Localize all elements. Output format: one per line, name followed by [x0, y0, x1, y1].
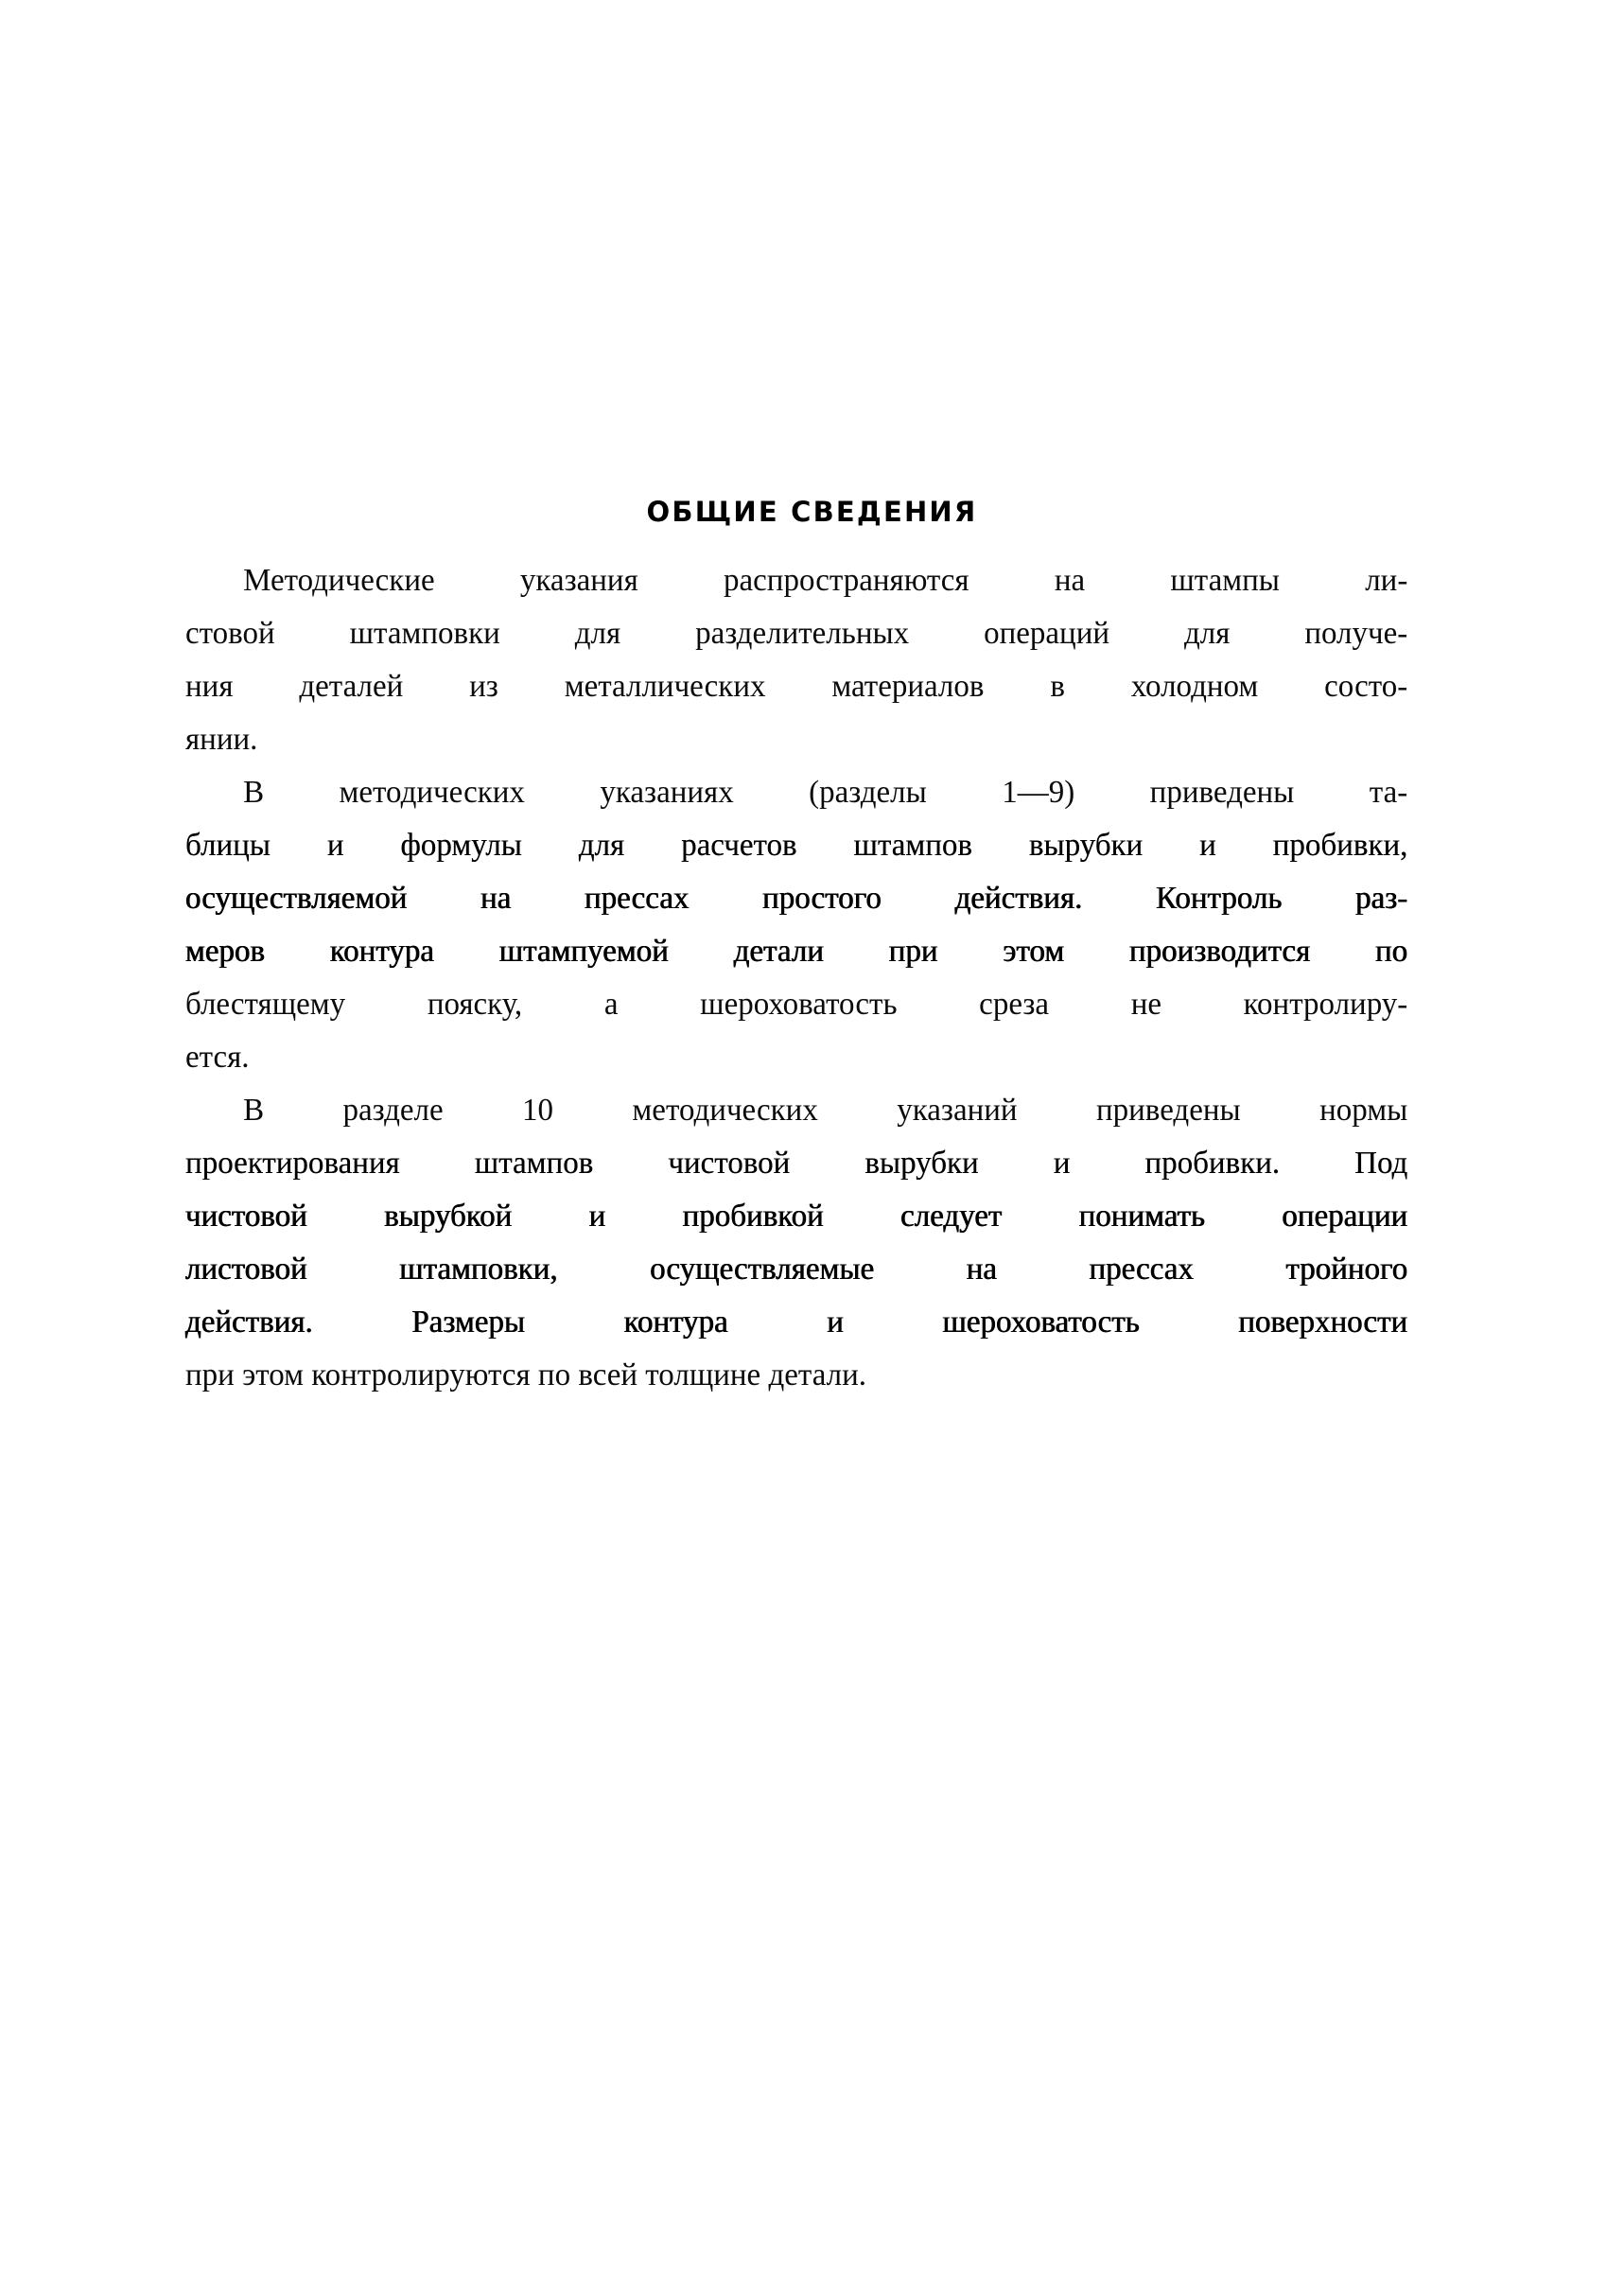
- word: при: [888, 934, 938, 969]
- word: пробивки,: [1272, 828, 1408, 863]
- word: расчетов: [681, 828, 797, 863]
- word: меров: [185, 934, 266, 969]
- word: а: [603, 987, 619, 1022]
- word: чистовой: [668, 1146, 791, 1181]
- word: штамповки,: [399, 1252, 558, 1287]
- word: Под: [1354, 1146, 1408, 1181]
- word: металлических: [564, 669, 766, 704]
- word: чистовой: [185, 1199, 307, 1234]
- word: листовой: [185, 1252, 307, 1287]
- word: для: [574, 616, 621, 651]
- text-line: [185, 1243, 1407, 1296]
- word: на: [480, 881, 512, 916]
- word: детали: [733, 934, 825, 969]
- word: раз-: [1355, 881, 1408, 916]
- word: указаний: [897, 1093, 1018, 1128]
- word: Методические: [243, 563, 435, 598]
- text-line: янии.: [185, 722, 258, 757]
- word: проектирования: [185, 1146, 400, 1181]
- word: на: [1054, 563, 1086, 598]
- word: разделе: [342, 1093, 444, 1128]
- text-line: [185, 1296, 1407, 1349]
- word: вырубкой: [384, 1199, 513, 1234]
- text-line: [185, 872, 1407, 925]
- word: В: [243, 775, 265, 810]
- word: штампы: [1170, 563, 1280, 598]
- word: на: [966, 1252, 998, 1287]
- word: производится: [1128, 934, 1311, 969]
- word: стовой: [185, 616, 275, 651]
- word: шероховатость: [700, 987, 898, 1022]
- body-text-block: [185, 554, 1426, 1402]
- word: этом: [1003, 934, 1065, 969]
- word: и: [1053, 1146, 1071, 1181]
- word: ния: [185, 669, 234, 704]
- text-line: [185, 1137, 1407, 1190]
- word: материалов: [831, 669, 985, 704]
- word: блестящему: [185, 987, 346, 1022]
- text-line: [185, 1084, 1407, 1137]
- word: пробивкой: [682, 1199, 824, 1234]
- word: вырубки: [864, 1146, 979, 1181]
- word: (разделы: [809, 775, 927, 810]
- word: для: [578, 828, 625, 863]
- word: пробивки.: [1144, 1146, 1281, 1181]
- word: распространяются: [723, 563, 969, 598]
- text-line: [185, 978, 1407, 1031]
- word: операций: [984, 616, 1110, 651]
- word: вырубки: [1028, 828, 1144, 863]
- word: нормы: [1319, 1093, 1408, 1128]
- text-line: ется.: [185, 1040, 250, 1075]
- word: блицы: [185, 828, 271, 863]
- word: та-: [1369, 775, 1408, 810]
- word: 10: [522, 1093, 554, 1128]
- paragraph: [185, 554, 1426, 766]
- word: операции: [1282, 1199, 1408, 1234]
- word: и: [326, 828, 344, 863]
- paragraph: [185, 1084, 1426, 1402]
- word: контура: [329, 934, 435, 969]
- word: и: [827, 1305, 844, 1340]
- word: указаниях: [600, 775, 734, 810]
- word: холодном: [1130, 669, 1259, 704]
- text-line: [185, 607, 1407, 660]
- word: 1—9): [1002, 775, 1075, 810]
- word: осуществляемой: [185, 881, 408, 916]
- word: приведены: [1095, 1093, 1241, 1128]
- word: по: [1375, 934, 1408, 969]
- word: деталей: [299, 669, 404, 704]
- page-title: ОБЩИЕ СВЕДЕНИЯ: [646, 496, 978, 529]
- word: В: [243, 1093, 265, 1128]
- word: поверхности: [1238, 1305, 1408, 1340]
- word: Размеры: [411, 1305, 526, 1340]
- word: и: [588, 1199, 606, 1234]
- text-line: [185, 766, 1407, 819]
- text-line: [185, 1190, 1407, 1243]
- word: штампов: [853, 828, 972, 863]
- paragraph: [185, 766, 1426, 1084]
- word: формулы: [400, 828, 522, 863]
- word: Контроль: [1156, 881, 1283, 916]
- word: не: [1130, 987, 1162, 1022]
- text-line: [185, 925, 1407, 978]
- text-line: [185, 554, 1407, 607]
- word: следует: [900, 1199, 1003, 1234]
- word: тройного: [1285, 1252, 1408, 1287]
- word: ли-: [1365, 563, 1408, 598]
- word: и: [1199, 828, 1216, 863]
- word: в: [1050, 669, 1065, 704]
- word: для: [1183, 616, 1231, 651]
- word: прессах: [1089, 1252, 1194, 1287]
- word: приведены: [1149, 775, 1295, 810]
- text-line: при этом контролируются по всей толщине детали.: [185, 1357, 867, 1392]
- word: штампов: [474, 1146, 594, 1181]
- word: действия.: [185, 1305, 313, 1340]
- word: шероховатость: [942, 1305, 1140, 1340]
- word: контура: [623, 1305, 728, 1340]
- word: простого: [762, 881, 882, 916]
- word: методических: [339, 775, 525, 810]
- word: штамповки: [349, 616, 500, 651]
- word: штампуемой: [498, 934, 669, 969]
- word: разделительных: [695, 616, 910, 651]
- word: получе-: [1304, 616, 1408, 651]
- word: осуществляемые: [650, 1252, 875, 1287]
- word: прессах: [585, 881, 690, 916]
- text-line: [185, 819, 1407, 872]
- word: контролиру-: [1243, 987, 1408, 1022]
- text-line: [185, 660, 1407, 713]
- word: пояску,: [427, 987, 523, 1022]
- word: методических: [632, 1093, 818, 1128]
- word: понимать: [1078, 1199, 1206, 1234]
- word: состо-: [1324, 669, 1408, 704]
- word: из: [469, 669, 498, 704]
- word: действия.: [954, 881, 1083, 916]
- word: указания: [519, 563, 638, 598]
- word: среза: [979, 987, 1050, 1022]
